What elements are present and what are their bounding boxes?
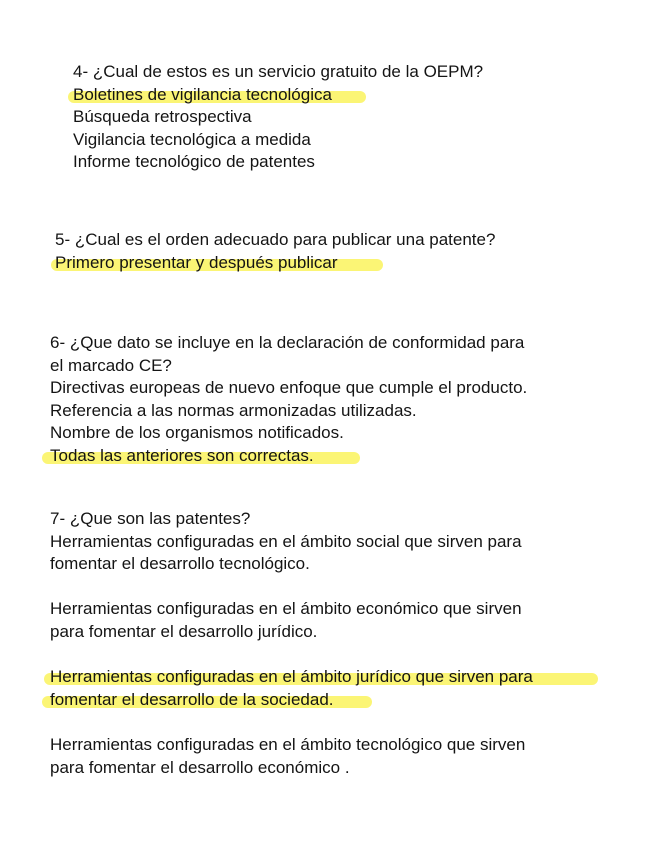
question-5 [55, 229, 656, 274]
question-7 [50, 508, 656, 779]
question-6-option-4-correct: Todas las anteriores son correctas. [50, 445, 656, 468]
question-4-option-1-correct: Boletines de vigilancia tecnológica [73, 84, 656, 107]
question-6-option-3: Nombre de los organismos notificados. [50, 423, 344, 443]
question-7-option-2-line-1: Herramientas configuradas en el ámbito económico que sirven [50, 599, 522, 619]
question-7-option-1-line-1: Herramientas configuradas en el ámbito social que sirven para [50, 531, 522, 551]
question-4-title: 4- ¿Cual de estos es un servicio gratuito de la OEPM? [73, 62, 484, 81]
question-7-option-4-line-1: Herramientas configuradas en el ámbito tecnológico que sirven [50, 734, 526, 754]
question-6-option-2: Referencia a las normas armonizadas utilizadas. [50, 400, 417, 420]
question-6-title-line-1: 6- ¿Que dato se incluye en la declaración de conformidad para [50, 333, 525, 352]
question-5-title: 5- ¿Cual es el orden adecuado para publicar una patente? [55, 230, 496, 249]
question-4 [73, 61, 656, 174]
question-5-option-1-correct: Primero presentar y después publicar [55, 252, 656, 275]
question-7-option-2-line-2: para fomentar el desarrollo jurídico. [50, 621, 318, 641]
question-7-option-3-line-2-correct: fomentar el desarrollo de la sociedad. [50, 689, 656, 712]
question-4-option-4: Informe tecnológico de patentes [73, 152, 315, 172]
question-7-option-1-line-2: fomentar el desarrollo tecnológico. [50, 554, 310, 574]
question-4-option-2: Búsqueda retrospectiva [73, 107, 252, 127]
question-7-option-3-line-1-correct: Herramientas configuradas en el ámbito jurídico que sirven para [50, 666, 656, 689]
question-6-option-1: Directivas europeas de nuevo enfoque que cumple el producto. [50, 378, 528, 398]
question-6-title-line-2: el marcado CE? [50, 355, 172, 375]
question-7-title: 7- ¿Que son las patentes? [50, 509, 251, 528]
question-6 [50, 332, 656, 468]
question-4-option-3: Vigilancia tecnológica a medida [73, 129, 311, 149]
question-7-option-4-line-2: para fomentar el desarrollo económico . [50, 757, 350, 777]
